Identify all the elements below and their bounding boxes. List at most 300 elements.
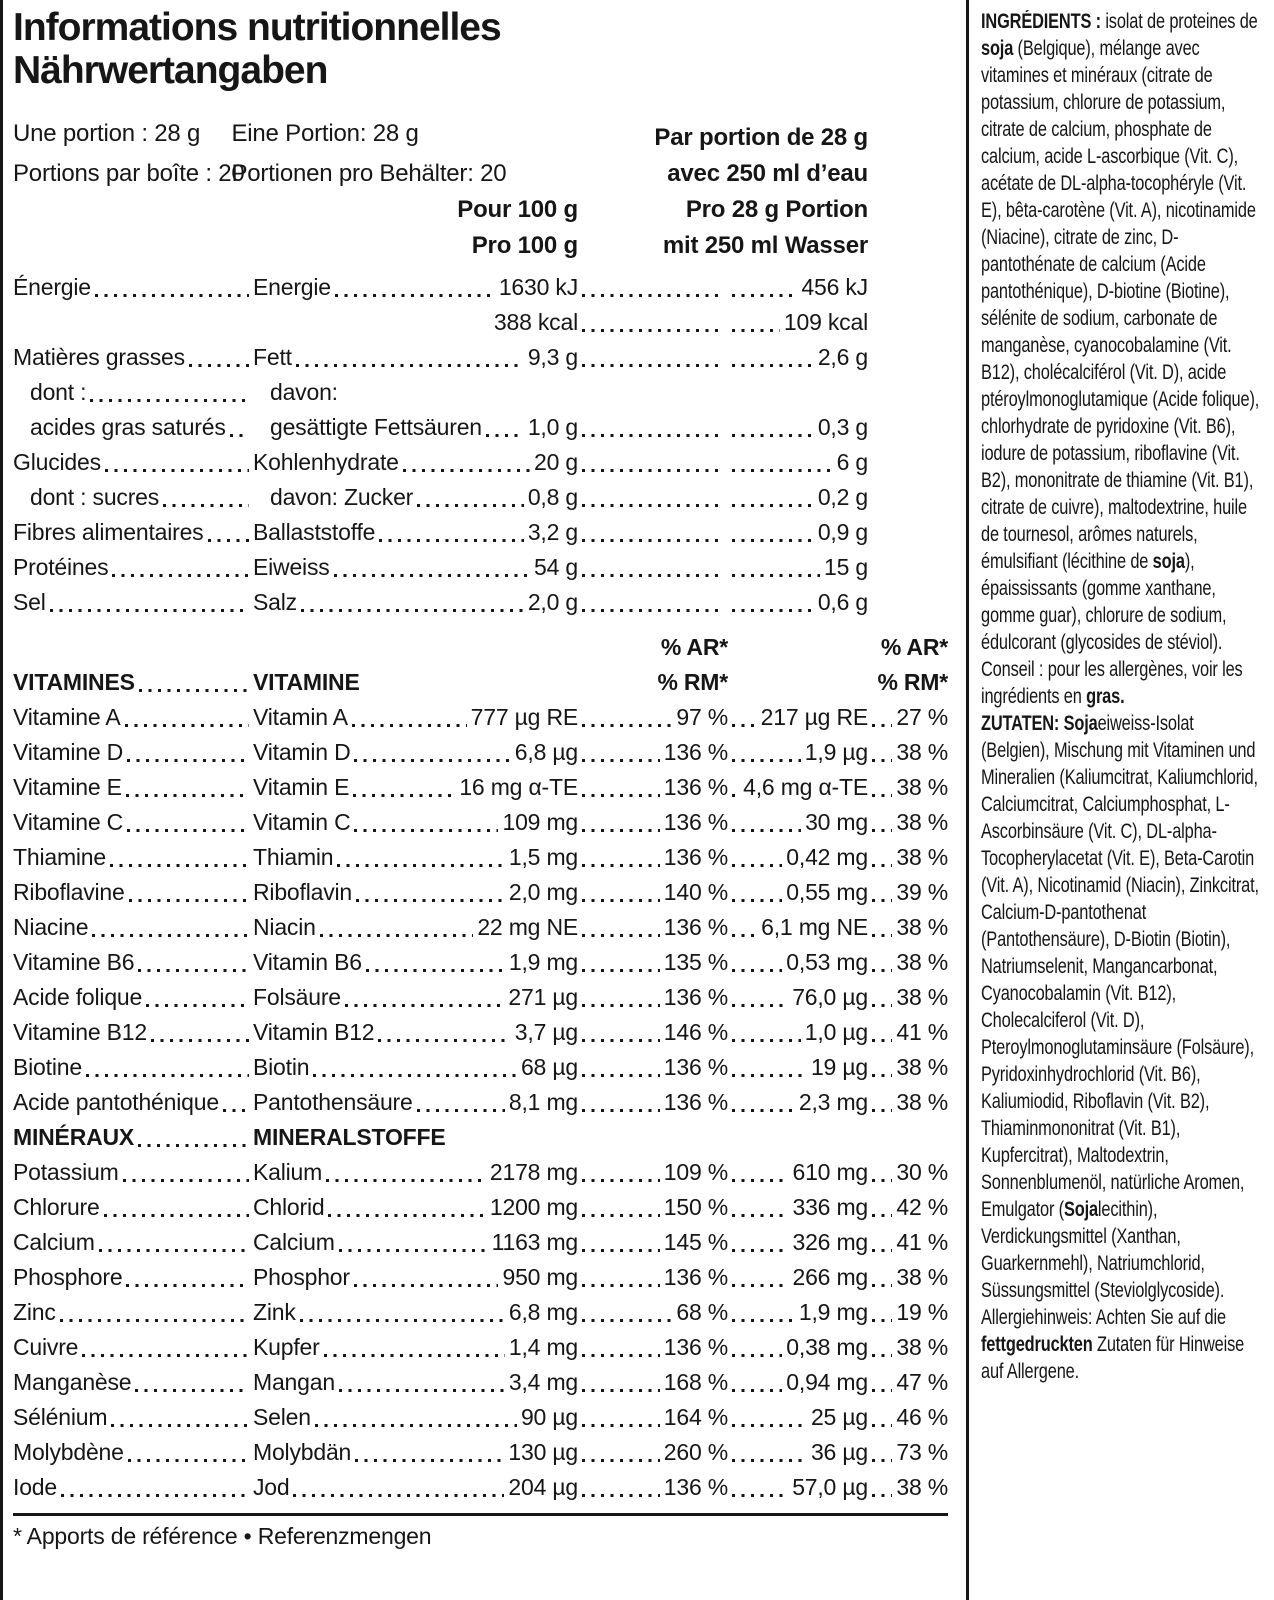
dot-leader xyxy=(868,375,948,410)
row-label: Ballaststoffe xyxy=(253,519,376,545)
section-header-row xyxy=(13,665,948,700)
row-value: 2,6 g xyxy=(817,344,868,370)
row-value: 25 µg xyxy=(810,1404,868,1430)
row-value: 2,0 g xyxy=(527,589,578,615)
dot-leader xyxy=(374,1015,514,1050)
table-cell xyxy=(13,700,253,735)
table-cell xyxy=(728,1015,868,1050)
dot-leader xyxy=(320,1330,509,1365)
ingredients-de xyxy=(981,710,1266,1385)
dot-leader xyxy=(868,805,896,840)
row-value: 136 % xyxy=(663,1089,728,1115)
table-cell xyxy=(578,1050,728,1085)
table-cell xyxy=(868,270,948,305)
table-cell xyxy=(253,875,578,910)
row-label: Vitamin D xyxy=(253,739,351,765)
table-cell xyxy=(253,375,578,410)
table-cell xyxy=(578,375,728,410)
row-label: dont : sucres xyxy=(30,484,160,510)
table-cell xyxy=(578,305,728,340)
table-cell xyxy=(868,1260,948,1295)
serving-size-de: Eine Portion: 28 g xyxy=(231,120,419,147)
dot-leader xyxy=(57,1470,253,1505)
table-cell xyxy=(578,1120,728,1155)
table-cell xyxy=(13,305,253,340)
table-cell xyxy=(253,305,578,340)
table-row xyxy=(13,1435,948,1470)
dot-leader xyxy=(728,1295,799,1330)
dot-leader xyxy=(122,770,253,805)
row-value: 0,38 mg xyxy=(786,1334,868,1360)
dot-leader xyxy=(578,910,664,945)
dot-leader xyxy=(868,630,881,665)
row-value: 204 µg xyxy=(508,1474,578,1500)
row-label: Potassium xyxy=(13,1159,119,1185)
row-label: Vitamine B6 xyxy=(13,949,135,975)
table-cell xyxy=(728,1295,868,1330)
dot-leader xyxy=(413,1085,509,1120)
dot-leader xyxy=(333,840,508,875)
table-cell xyxy=(253,735,578,770)
table-cell xyxy=(578,1470,728,1505)
row-label: dont : xyxy=(30,379,87,405)
dot-leader xyxy=(349,770,459,805)
table-cell xyxy=(253,1050,578,1085)
table-row xyxy=(13,840,948,875)
row-value: 1630 kJ xyxy=(498,274,578,300)
table-cell xyxy=(728,770,868,805)
table-cell xyxy=(13,1155,253,1190)
dot-leader xyxy=(578,980,664,1015)
dot-leader xyxy=(578,875,664,910)
row-value: 4,6 mg α-TE xyxy=(743,774,868,800)
row-value: 2,3 mg xyxy=(798,1089,868,1115)
row-label: Vitamine E xyxy=(13,774,122,800)
table-cell xyxy=(868,515,948,550)
table-cell xyxy=(253,515,578,550)
dot-leader xyxy=(728,735,805,770)
row-value: 41 % xyxy=(896,1229,948,1255)
page-title-de: Nährwertangaben xyxy=(13,49,328,92)
table-cell xyxy=(253,585,578,620)
dot-leader xyxy=(728,770,743,805)
row-value: 136 % xyxy=(663,774,728,800)
row-value: 38 % xyxy=(896,1089,948,1115)
dot-leader xyxy=(482,410,528,445)
table-cell xyxy=(728,375,868,410)
table-cell xyxy=(253,340,578,375)
table-cell xyxy=(868,945,948,980)
row-value: 168 % xyxy=(663,1369,728,1395)
row-value: 57,0 µg xyxy=(792,1474,868,1500)
row-value: 136 % xyxy=(663,914,728,940)
row-label: Manganèse xyxy=(13,1369,132,1395)
table-cell xyxy=(728,1155,868,1190)
dot-leader xyxy=(728,550,824,585)
table-cell xyxy=(578,1400,728,1435)
row-value: 20 g xyxy=(534,449,578,475)
table-cell xyxy=(13,1435,253,1470)
table-cell xyxy=(578,980,728,1015)
table-cell xyxy=(868,410,948,445)
table-cell xyxy=(578,1260,728,1295)
dot-leader xyxy=(124,1435,253,1470)
row-value: 0,55 mg xyxy=(786,879,868,905)
table-cell xyxy=(868,875,948,910)
row-label: gesättigte Fettsäuren xyxy=(270,414,482,440)
dot-leader xyxy=(868,1260,896,1295)
row-value: 0,53 mg xyxy=(786,949,868,975)
row-label: Selen xyxy=(253,1404,311,1430)
table-row xyxy=(13,270,948,305)
dot-leader xyxy=(123,805,253,840)
table-cell xyxy=(253,1295,578,1330)
table-cell xyxy=(253,1190,578,1225)
table-cell xyxy=(253,1365,578,1400)
ingredients-text xyxy=(981,8,1266,1385)
row-value: 109 kcal xyxy=(783,309,868,335)
table-cell xyxy=(728,445,868,480)
dot-leader xyxy=(868,1330,896,1365)
dot-leader xyxy=(13,305,253,340)
table-cell xyxy=(578,1435,728,1470)
table-cell xyxy=(13,1330,253,1365)
row-value: 136 % xyxy=(663,1054,728,1080)
table-cell xyxy=(868,585,948,620)
table-cell xyxy=(868,550,948,585)
table-cell xyxy=(728,630,868,665)
dot-leader xyxy=(868,1295,896,1330)
row-label: Kupfer xyxy=(253,1334,320,1360)
dot-leader xyxy=(868,270,948,305)
table-cell xyxy=(253,445,578,480)
dot-leader xyxy=(413,480,528,515)
row-label: Phosphore xyxy=(13,1264,123,1290)
dot-leader xyxy=(868,515,948,550)
dot-leader xyxy=(728,1330,786,1365)
dot-leader xyxy=(95,1225,253,1260)
dot-leader xyxy=(728,1225,792,1260)
ingredient-bold-text: soja xyxy=(981,37,1014,60)
dot-leader xyxy=(728,1155,792,1190)
table-cell xyxy=(253,770,578,805)
table-cell xyxy=(868,1085,948,1120)
table-row xyxy=(13,480,948,515)
ingredients-panel xyxy=(981,8,1269,1385)
table-cell xyxy=(728,1330,868,1365)
dot-leader xyxy=(88,910,253,945)
dot-leader xyxy=(82,1050,253,1085)
table-cell xyxy=(868,1190,948,1225)
table-row xyxy=(13,1470,948,1505)
table-row xyxy=(13,1295,948,1330)
dot-leader xyxy=(226,410,253,445)
row-value: 2,0 mg xyxy=(508,879,578,905)
table-cell xyxy=(868,340,948,375)
dot-leader xyxy=(134,1120,253,1155)
row-value: 16 mg α-TE xyxy=(459,774,578,800)
dot-leader xyxy=(728,980,792,1015)
row-value: 1,9 mg xyxy=(798,1299,868,1325)
row-label: Sel xyxy=(13,589,46,615)
dot-leader xyxy=(728,585,818,620)
row-value: 38 % xyxy=(896,949,948,975)
row-value: 38 % xyxy=(896,809,948,835)
dot-leader xyxy=(86,375,253,410)
row-label: Calcium xyxy=(13,1229,95,1255)
dot-leader xyxy=(348,700,471,735)
dot-leader xyxy=(578,585,728,620)
row-label: Vitamine C xyxy=(13,809,124,835)
table-row xyxy=(13,1155,948,1190)
row-value: 136 % xyxy=(663,809,728,835)
table-cell xyxy=(728,735,868,770)
row-label: davon: Zucker xyxy=(270,484,414,510)
table-cell xyxy=(13,840,253,875)
table-cell xyxy=(868,1435,948,1470)
dot-leader xyxy=(728,700,761,735)
row-label: Vitamine B12 xyxy=(13,1019,147,1045)
dot-leader xyxy=(445,1120,578,1155)
dot-leader xyxy=(868,1435,896,1470)
table-cell xyxy=(253,480,578,515)
table-cell xyxy=(578,630,728,665)
ingredient-bold-text: fettgedruckten xyxy=(981,1333,1093,1356)
table-cell xyxy=(253,805,578,840)
table-cell xyxy=(13,1120,253,1155)
dot-leader xyxy=(868,1015,896,1050)
row-value: 136 % xyxy=(663,1334,728,1360)
table-cell xyxy=(13,585,253,620)
table-cell xyxy=(578,1295,728,1330)
dot-leader xyxy=(868,910,896,945)
row-label: Jod xyxy=(253,1474,290,1500)
table-cell xyxy=(868,1400,948,1435)
table-cell xyxy=(728,700,868,735)
row-label: Niacine xyxy=(13,914,89,940)
table-cell xyxy=(13,1225,253,1260)
dot-leader xyxy=(253,630,578,665)
row-value: 1,4 mg xyxy=(508,1334,578,1360)
row-label: Vitamine A xyxy=(13,704,121,730)
table-cell xyxy=(253,980,578,1015)
row-label: VITAMINES xyxy=(13,669,135,695)
dot-leader xyxy=(868,445,948,480)
row-value: 22 mg NE xyxy=(477,914,578,940)
table-cell xyxy=(253,665,578,700)
table-cell xyxy=(868,700,948,735)
dot-leader xyxy=(728,1435,811,1470)
dot-leader xyxy=(578,340,728,375)
row-label: Cuivre xyxy=(13,1334,79,1360)
table-cell xyxy=(253,1470,578,1505)
row-value: 164 % xyxy=(663,1404,728,1430)
table-cell xyxy=(578,270,728,305)
table-row xyxy=(13,515,948,550)
table-row xyxy=(13,980,948,1015)
row-value: 9,3 g xyxy=(527,344,578,370)
dot-leader xyxy=(13,630,253,665)
dot-leader xyxy=(868,770,896,805)
dot-leader xyxy=(868,305,948,340)
table-cell xyxy=(253,1330,578,1365)
dot-leader xyxy=(289,1470,508,1505)
row-label: Molybdän xyxy=(253,1439,352,1465)
dot-leader xyxy=(352,875,509,910)
table-cell xyxy=(868,735,948,770)
row-label: Energie xyxy=(253,274,331,300)
nutrition-panel xyxy=(13,6,948,1556)
table-row xyxy=(13,410,948,445)
nutrition-table xyxy=(13,270,948,1505)
table-row xyxy=(13,375,948,410)
per100-header-fr: Pour 100 g xyxy=(457,196,578,223)
table-row xyxy=(13,585,948,620)
table-cell xyxy=(728,480,868,515)
row-label: Sélénium xyxy=(13,1404,108,1430)
ingredient-bold-text: gras. xyxy=(1086,685,1125,708)
dot-leader xyxy=(578,305,728,340)
dot-leader xyxy=(335,1365,509,1400)
dot-leader xyxy=(578,1400,664,1435)
vertical-divider xyxy=(966,0,969,1600)
table-cell xyxy=(578,585,728,620)
row-value: 27 % xyxy=(896,704,948,730)
portion-header-line1: Par portion de 28 g xyxy=(654,124,868,151)
row-value: 38 % xyxy=(896,984,948,1010)
row-value: 266 mg xyxy=(792,1264,868,1290)
table-cell xyxy=(578,480,728,515)
row-value: 42 % xyxy=(896,1194,948,1220)
table-cell xyxy=(253,630,578,665)
row-value: 15 g xyxy=(824,554,868,580)
row-label: Molybdène xyxy=(13,1439,124,1465)
dot-leader xyxy=(578,270,728,305)
row-value: 0,3 g xyxy=(817,414,868,440)
dot-leader xyxy=(106,840,253,875)
row-label: Chlorure xyxy=(13,1194,100,1220)
dot-leader xyxy=(578,770,664,805)
row-label: Acide folique xyxy=(13,984,143,1010)
serving-size-fr: Une portion : 28 g xyxy=(13,120,201,147)
row-value: 109 % xyxy=(663,1159,728,1185)
ingredient-bold-text: soja xyxy=(1152,550,1185,573)
dot-leader xyxy=(578,1050,664,1085)
dot-leader xyxy=(728,445,837,480)
dot-leader xyxy=(578,1295,676,1330)
row-value: 6,8 µg xyxy=(514,739,578,765)
table-cell xyxy=(868,445,948,480)
servings-per-container-fr: Portions par boîte : 20 xyxy=(13,160,245,187)
row-value: 38 % xyxy=(896,844,948,870)
dot-leader xyxy=(728,1050,811,1085)
row-value: 54 g xyxy=(534,554,578,580)
table-row xyxy=(13,1400,948,1435)
dot-leader xyxy=(578,1155,664,1190)
dot-leader xyxy=(728,375,868,410)
row-label: Vitamin B6 xyxy=(253,949,362,975)
row-value: 3,4 mg xyxy=(508,1369,578,1395)
dot-leader xyxy=(868,1470,896,1505)
row-label: Pantothensäure xyxy=(253,1089,413,1115)
row-value: 326 mg xyxy=(792,1229,868,1255)
dot-leader xyxy=(868,1365,896,1400)
row-label: Fibres alimentaires xyxy=(13,519,204,545)
dot-leader xyxy=(335,1225,492,1260)
dot-leader xyxy=(341,980,509,1015)
table-cell xyxy=(13,770,253,805)
table-cell xyxy=(253,840,578,875)
table-cell xyxy=(253,1015,578,1050)
row-value: 2178 mg xyxy=(489,1159,578,1185)
table-row xyxy=(13,1260,948,1295)
dot-leader xyxy=(868,735,896,770)
table-cell xyxy=(253,270,578,305)
dot-leader xyxy=(578,945,664,980)
dot-leader xyxy=(868,480,948,515)
table-cell xyxy=(868,1365,948,1400)
table-row xyxy=(13,1085,948,1120)
dot-leader xyxy=(868,1190,896,1225)
table-cell xyxy=(13,1015,253,1050)
table-cell xyxy=(728,1120,868,1155)
table-cell xyxy=(13,1085,253,1120)
row-label: Vitamin E xyxy=(253,774,350,800)
table-cell xyxy=(728,980,868,1015)
table-row xyxy=(13,700,948,735)
table-cell xyxy=(253,1435,578,1470)
row-value: 30 mg xyxy=(805,809,868,835)
table-cell xyxy=(728,1260,868,1295)
table-cell xyxy=(13,945,253,980)
dot-leader xyxy=(122,1260,253,1295)
table-cell xyxy=(13,980,253,1015)
row-value: 76,0 µg xyxy=(792,984,868,1010)
table-cell xyxy=(578,735,728,770)
dot-leader xyxy=(728,515,818,550)
dot-leader xyxy=(125,875,253,910)
row-label: Eiweiss xyxy=(253,554,330,580)
dot-leader xyxy=(868,410,948,445)
dot-leader xyxy=(578,515,728,550)
table-cell xyxy=(13,1260,253,1295)
table-cell xyxy=(868,910,948,945)
table-cell xyxy=(578,1155,728,1190)
dot-leader xyxy=(728,1015,805,1050)
table-cell xyxy=(728,270,868,305)
table-cell xyxy=(13,515,253,550)
table-cell xyxy=(13,1190,253,1225)
table-cell xyxy=(728,515,868,550)
dot-leader xyxy=(309,1050,521,1085)
per100-header-de: Pro 100 g xyxy=(471,232,578,259)
table-cell xyxy=(728,1190,868,1225)
table-cell xyxy=(868,480,948,515)
dot-leader xyxy=(159,480,253,515)
row-label: Chlorid xyxy=(253,1194,325,1220)
table-cell xyxy=(728,805,868,840)
table-cell xyxy=(868,1015,948,1050)
table-cell xyxy=(728,1365,868,1400)
row-value: 271 µg xyxy=(508,984,578,1010)
table-row xyxy=(13,340,948,375)
table-row xyxy=(13,910,948,945)
table-cell xyxy=(868,1295,948,1330)
row-value: 47 % xyxy=(896,1369,948,1395)
row-value: 1,5 mg xyxy=(508,844,578,870)
row-value: 1,0 µg xyxy=(804,1019,868,1045)
row-value: 68 µg xyxy=(520,1054,578,1080)
